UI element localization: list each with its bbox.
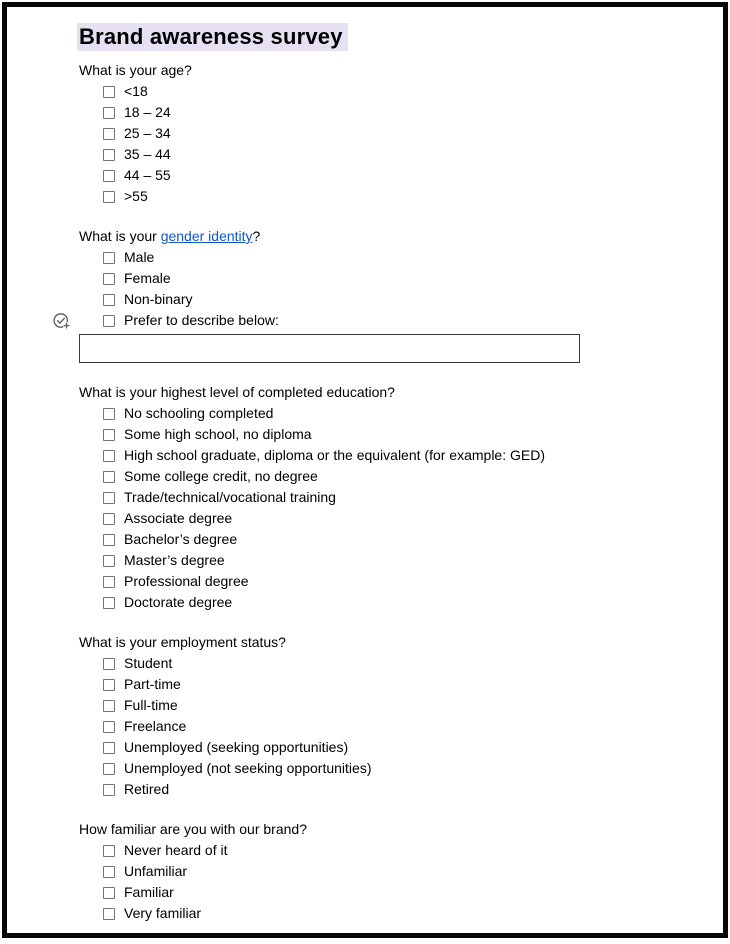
option-label: Some college credit, no degree: [124, 466, 318, 487]
title-highlight: Brand awareness survey: [77, 23, 348, 51]
checkbox[interactable]: [103, 887, 115, 899]
checklist-item: [79, 592, 675, 613]
option-label: Unemployed (not seeking opportunities): [124, 758, 371, 779]
option-label: Bachelor’s degree: [124, 529, 237, 550]
checkbox[interactable]: [103, 513, 115, 525]
question-text: What is your age?: [79, 60, 675, 81]
checklist-item: [79, 903, 675, 924]
question-text-prefix: What is your: [79, 228, 161, 244]
option-label: Never heard of it: [124, 840, 228, 861]
checklist-item: [79, 403, 675, 424]
checklist-item: [79, 123, 675, 144]
checkbox[interactable]: [103, 107, 115, 119]
checklist-item: [79, 445, 675, 466]
option-label: Doctorate degree: [124, 592, 232, 613]
checkbox[interactable]: [103, 86, 115, 98]
question-text: How familiar are you with our brand?: [79, 819, 675, 840]
checkbox[interactable]: [103, 721, 115, 733]
checkbox[interactable]: [103, 763, 115, 775]
question-employment: [79, 632, 675, 800]
question-text: [79, 226, 675, 247]
checklist-item: [79, 861, 675, 882]
option-label: <18: [124, 81, 148, 102]
option-label: Prefer to describe below:: [124, 310, 279, 331]
checklist-item: [79, 695, 675, 716]
option-label: High school graduate, diploma or the equivalent (for example: GED): [124, 445, 545, 466]
question-text: What is your highest level of completed education?: [79, 382, 675, 403]
checkbox[interactable]: [103, 294, 115, 306]
checklist-item: [79, 310, 675, 331]
checkbox[interactable]: [103, 845, 115, 857]
option-label: Master’s degree: [124, 550, 225, 571]
checklist-item: [79, 508, 675, 529]
checkbox[interactable]: [103, 866, 115, 878]
option-label: Professional degree: [124, 571, 249, 592]
checklist-item: [79, 144, 675, 165]
checkbox[interactable]: [103, 742, 115, 754]
checkbox[interactable]: [103, 492, 115, 504]
checkbox[interactable]: [103, 658, 115, 670]
option-label: Trade/technical/vocational training: [124, 487, 336, 508]
checklist-item: [79, 466, 675, 487]
option-label: 25 – 34: [124, 123, 171, 144]
gender-identity-link[interactable]: gender identity: [161, 228, 253, 244]
checkbox[interactable]: [103, 471, 115, 483]
checklist-item: [79, 81, 675, 102]
checkbox[interactable]: [103, 191, 115, 203]
checklist-item: [79, 779, 675, 800]
checkbox[interactable]: [103, 908, 115, 920]
checkbox[interactable]: [103, 170, 115, 182]
option-label: Some high school, no diploma: [124, 424, 312, 445]
option-label: Familiar: [124, 882, 174, 903]
checklist-item: [79, 247, 675, 268]
checkbox[interactable]: [103, 408, 115, 420]
option-label: Retired: [124, 779, 169, 800]
option-label: Part-time: [124, 674, 181, 695]
question-text-suffix: ?: [253, 228, 261, 244]
checkbox[interactable]: [103, 128, 115, 140]
option-label: Male: [124, 247, 154, 268]
option-label: No schooling completed: [124, 403, 273, 424]
checklist-item: [79, 571, 675, 592]
checklist-item: [79, 165, 675, 186]
option-label: Very familiar: [124, 903, 201, 924]
option-label: Female: [124, 268, 171, 289]
checkbox[interactable]: [103, 555, 115, 567]
question-gender: [79, 226, 675, 363]
option-label: Full-time: [124, 695, 178, 716]
option-label: Associate degree: [124, 508, 232, 529]
question-brand-familiarity: [79, 819, 675, 924]
checklist-item: [79, 550, 675, 571]
checkbox[interactable]: [103, 597, 115, 609]
option-label: Freelance: [124, 716, 186, 737]
checklist-item: [79, 674, 675, 695]
checkbox[interactable]: [103, 429, 115, 441]
checkbox[interactable]: [103, 534, 115, 546]
checkbox[interactable]: [103, 273, 115, 285]
checkbox[interactable]: [103, 700, 115, 712]
option-label: Non-binary: [124, 289, 192, 310]
option-label: Unfamiliar: [124, 861, 187, 882]
checklist-item: [79, 186, 675, 207]
checklist-item: [79, 653, 675, 674]
checkbox[interactable]: [103, 784, 115, 796]
checklist-item: [79, 716, 675, 737]
checkbox[interactable]: [103, 149, 115, 161]
checklist-item: [79, 882, 675, 903]
page-title: [79, 22, 675, 52]
checklist-item: [79, 758, 675, 779]
checklist-item: [79, 840, 675, 861]
checkbox[interactable]: [103, 576, 115, 588]
checklist-item: [79, 424, 675, 445]
option-label: Student: [124, 653, 172, 674]
option-label: 18 – 24: [124, 102, 171, 123]
option-label: 44 – 55: [124, 165, 171, 186]
describe-text-input[interactable]: [79, 334, 580, 363]
checkbox[interactable]: [103, 252, 115, 264]
question-education: [79, 382, 675, 613]
checklist-item: [79, 102, 675, 123]
assign-as-task-icon[interactable]: [52, 311, 71, 330]
checklist-item: [79, 529, 675, 550]
checklist-item: [79, 268, 675, 289]
question-text: What is your employment status?: [79, 632, 675, 653]
checklist-item: [79, 737, 675, 758]
question-age: [79, 60, 675, 207]
option-label: Unemployed (seeking opportunities): [124, 737, 348, 758]
checkbox[interactable]: [103, 679, 115, 691]
checklist-item: [79, 289, 675, 310]
checklist-item: [79, 487, 675, 508]
checkbox[interactable]: [103, 450, 115, 462]
checkbox[interactable]: [103, 315, 115, 327]
option-label: >55: [124, 186, 148, 207]
option-label: 35 – 44: [124, 144, 171, 165]
